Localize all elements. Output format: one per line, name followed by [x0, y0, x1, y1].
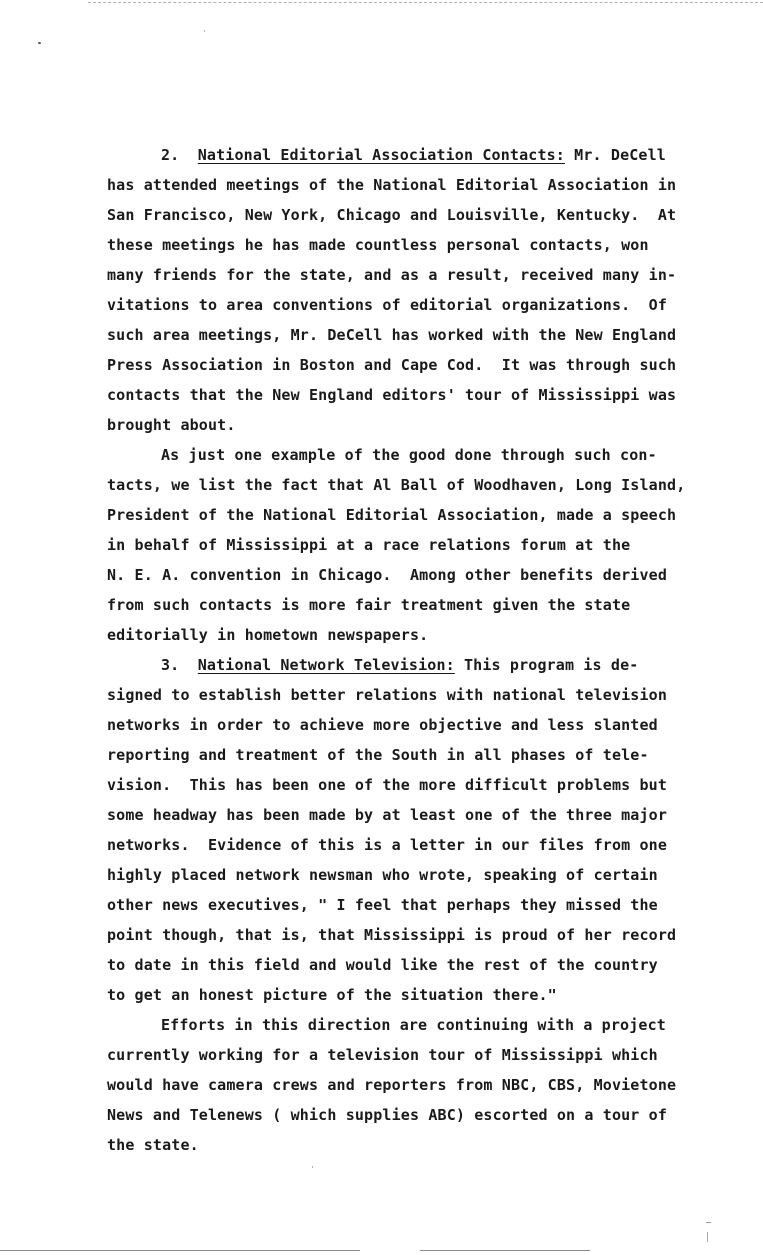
section-2-line: brought about.: [107, 416, 236, 434]
paragraph-4-line: currently working for a television tour of Mississippi which: [107, 1046, 658, 1064]
section-3-line: reporting and treatment of the South in all phases of tele-: [107, 746, 649, 764]
top-scan-edge: [88, 2, 763, 3]
scan-speck: [706, 1222, 711, 1223]
section-2-first-line: [107, 140, 682, 170]
bottom-scan-edge: [0, 1250, 360, 1251]
section-2-line: Press Association in Boston and Cape Cod. It was through such: [107, 356, 677, 374]
section-3-line: networks. Evidence of this is a letter in our files from one: [107, 836, 668, 854]
section-2-number: 2.: [161, 146, 180, 164]
section-3-line: This program is de-: [454, 656, 639, 674]
paragraph-4-line: would have camera crews and reporters from NBC, CBS, Movietone: [107, 1076, 677, 1094]
section-3-first-line: [107, 650, 682, 680]
section-2-line: Mr. DeCell: [564, 146, 666, 164]
scan-speck: [204, 30, 205, 32]
paragraph-4-line: the state.: [107, 1136, 199, 1154]
section-2-line: such area meetings, Mr. DeCell has worked with the New England: [107, 326, 677, 344]
paragraph-2-line: from such contacts is more fair treatment given the state: [107, 596, 631, 614]
section-2-heading: National Editorial Association Contacts:: [197, 146, 565, 164]
section-2-line: has attended meetings of the National Editorial Association in: [107, 176, 677, 194]
section-3-line: vision. This has been one of the more difficult problems but: [107, 776, 668, 794]
paragraph-2-line: tacts, we list the fact that Al Ball of Woodhaven, Long Island,: [107, 476, 686, 494]
section-2-line: contacts that the New England editors' tour of Mississippi was: [107, 386, 677, 404]
section-2-line: San Francisco, New York, Chicago and Louisville, Kentucky. At: [107, 206, 677, 224]
paragraph-2-line: editorially in hometown newspapers.: [107, 626, 429, 644]
paragraph-2-line: N. E. A. convention in Chicago. Among other benefits derived: [107, 566, 668, 584]
section-3-line: highly placed network newsman who wrote, speaking of certain: [107, 866, 658, 884]
section-3-line: signed to establish better relations with national television: [107, 686, 668, 704]
scan-speck: [38, 42, 41, 44]
section-3-line: to date in this field and would like the rest of the country: [107, 956, 658, 974]
scan-speck: [312, 1166, 313, 1168]
section-3-line: some headway has been made by at least one of the three major: [107, 806, 668, 824]
paragraph-2-line: President of the National Editorial Association, made a speech: [107, 506, 677, 524]
section-3-number: 3.: [161, 656, 180, 674]
section-2-line: these meetings he has made countless personal contacts, won: [107, 236, 649, 254]
section-3-line: other news executives, " I feel that perhaps they missed the: [107, 896, 658, 914]
section-3-heading: National Network Television:: [197, 656, 455, 674]
document-body: [107, 140, 686, 1160]
paragraph-2-line: in behalf of Mississippi at a race relations forum at the: [107, 536, 631, 554]
paragraph-2-line: As just one example of the good done through such con-: [161, 446, 657, 464]
section-3-line: networks in order to achieve more objective and less slanted: [107, 716, 658, 734]
section-2-line: many friends for the state, and as a result, received many in-: [107, 266, 677, 284]
section-3-line: point though, that is, that Mississippi is proud of her record: [107, 926, 677, 944]
bottom-scan-edge: [420, 1250, 590, 1251]
paragraph-4-line: News and Telenews ( which supplies ABC) escorted on a tour of: [107, 1106, 668, 1124]
paragraph-4-line: Efforts in this direction are continuing with a project: [161, 1016, 666, 1034]
section-2-line: vitations to area conventions of editorial organizations. Of: [107, 296, 668, 314]
section-3-line: to get an honest picture of the situation there.": [107, 986, 557, 1004]
scan-speck: [707, 1232, 708, 1242]
